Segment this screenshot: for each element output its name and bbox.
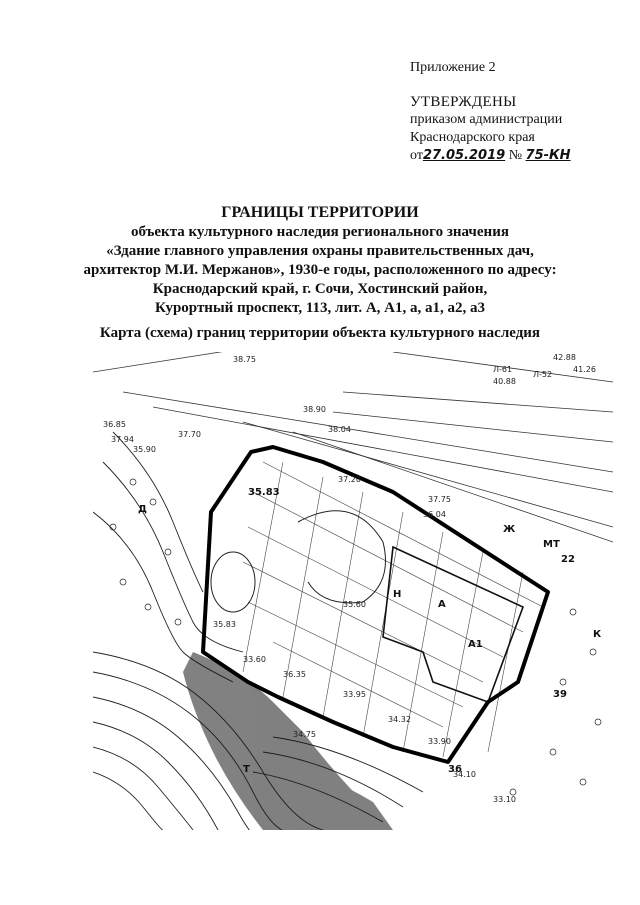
elev-label: 35.60	[343, 600, 366, 609]
elev-label: 35.83	[248, 487, 280, 498]
document-title	[0, 203, 640, 318]
elev-label: 38.04	[328, 425, 351, 434]
elev-label: 34.75	[293, 730, 316, 739]
number-prefix: №	[508, 148, 523, 163]
title-line5: Курортный проспект, 113, лит. А, А1, а, а1, а2, а3	[154, 300, 486, 316]
elev-label: 38.75	[233, 355, 256, 364]
date-prefix: от	[410, 148, 423, 163]
map-letter-label: К	[593, 629, 602, 640]
approved-by-line1: приказом администрации	[410, 112, 563, 127]
date-value: 27.05.2019	[422, 148, 506, 163]
map-letter-label: Ж	[503, 524, 516, 535]
title-main: ГРАНИЦЫ ТЕРРИТОРИИ	[221, 204, 419, 221]
elev-label: 33.60	[243, 655, 266, 664]
elev-label: 40.88	[493, 377, 516, 386]
map-letter-label: А1	[468, 639, 483, 650]
map-letter-label: А	[438, 599, 446, 610]
elev-label: 35.90	[133, 445, 156, 454]
map-letter-label: 22	[561, 554, 575, 565]
title-line4: Краснодарский край, г. Сочи, Хостинский район,	[152, 281, 488, 297]
map-letter-label: 39	[553, 689, 567, 700]
elev-label: 35.83	[213, 620, 236, 629]
map-letter-label: Д	[138, 504, 147, 515]
appendix-label: Приложение 2	[410, 60, 496, 75]
approval-date-line	[410, 147, 571, 165]
elev-label: 37.75	[428, 495, 451, 504]
territory-map	[93, 352, 613, 830]
elev-label: 41.26	[573, 365, 596, 374]
map-caption: Карта (схема) границ территории объекта культурного наследия	[99, 325, 541, 341]
title-line3: архитектор М.И. Мержанов», 1930-е годы, расположенного по адресу:	[83, 262, 557, 278]
number-value: 75-КН	[525, 148, 571, 163]
elev-label: 33.95	[343, 690, 366, 699]
elev-label: 42.88	[553, 353, 576, 362]
elev-label: 34.32	[388, 715, 411, 724]
elev-label: 36.85	[103, 420, 126, 429]
map-letter-label: Н	[393, 589, 402, 600]
map-letter-label: Т	[243, 764, 250, 775]
elev-label: 36.04	[423, 510, 446, 519]
elev-label: 37.20	[338, 475, 361, 484]
elev-label: 37.70	[178, 430, 201, 439]
elev-label: 33.90	[428, 737, 451, 746]
elev-label: Л-52	[533, 370, 553, 379]
title-line2: «Здание главного управления охраны правительственных дач,	[106, 243, 534, 259]
elev-label: 33.10	[493, 795, 516, 804]
approval-block	[410, 93, 571, 165]
elev-label: 37.94	[111, 435, 134, 444]
approved-heading: УТВЕРЖДЕНЫ	[410, 94, 517, 110]
elev-label: Л-61	[493, 365, 513, 374]
map-letter-label: 36	[448, 764, 462, 775]
elev-label: 38.90	[303, 405, 326, 414]
elev-label: 36.35	[283, 670, 306, 679]
map-letter-label: МТ	[543, 539, 560, 550]
elev-label: 34.10	[453, 770, 476, 779]
title-line1: объекта культурного наследия регионального значения	[131, 224, 509, 240]
approved-by-line2: Краснодарского края	[410, 130, 535, 145]
